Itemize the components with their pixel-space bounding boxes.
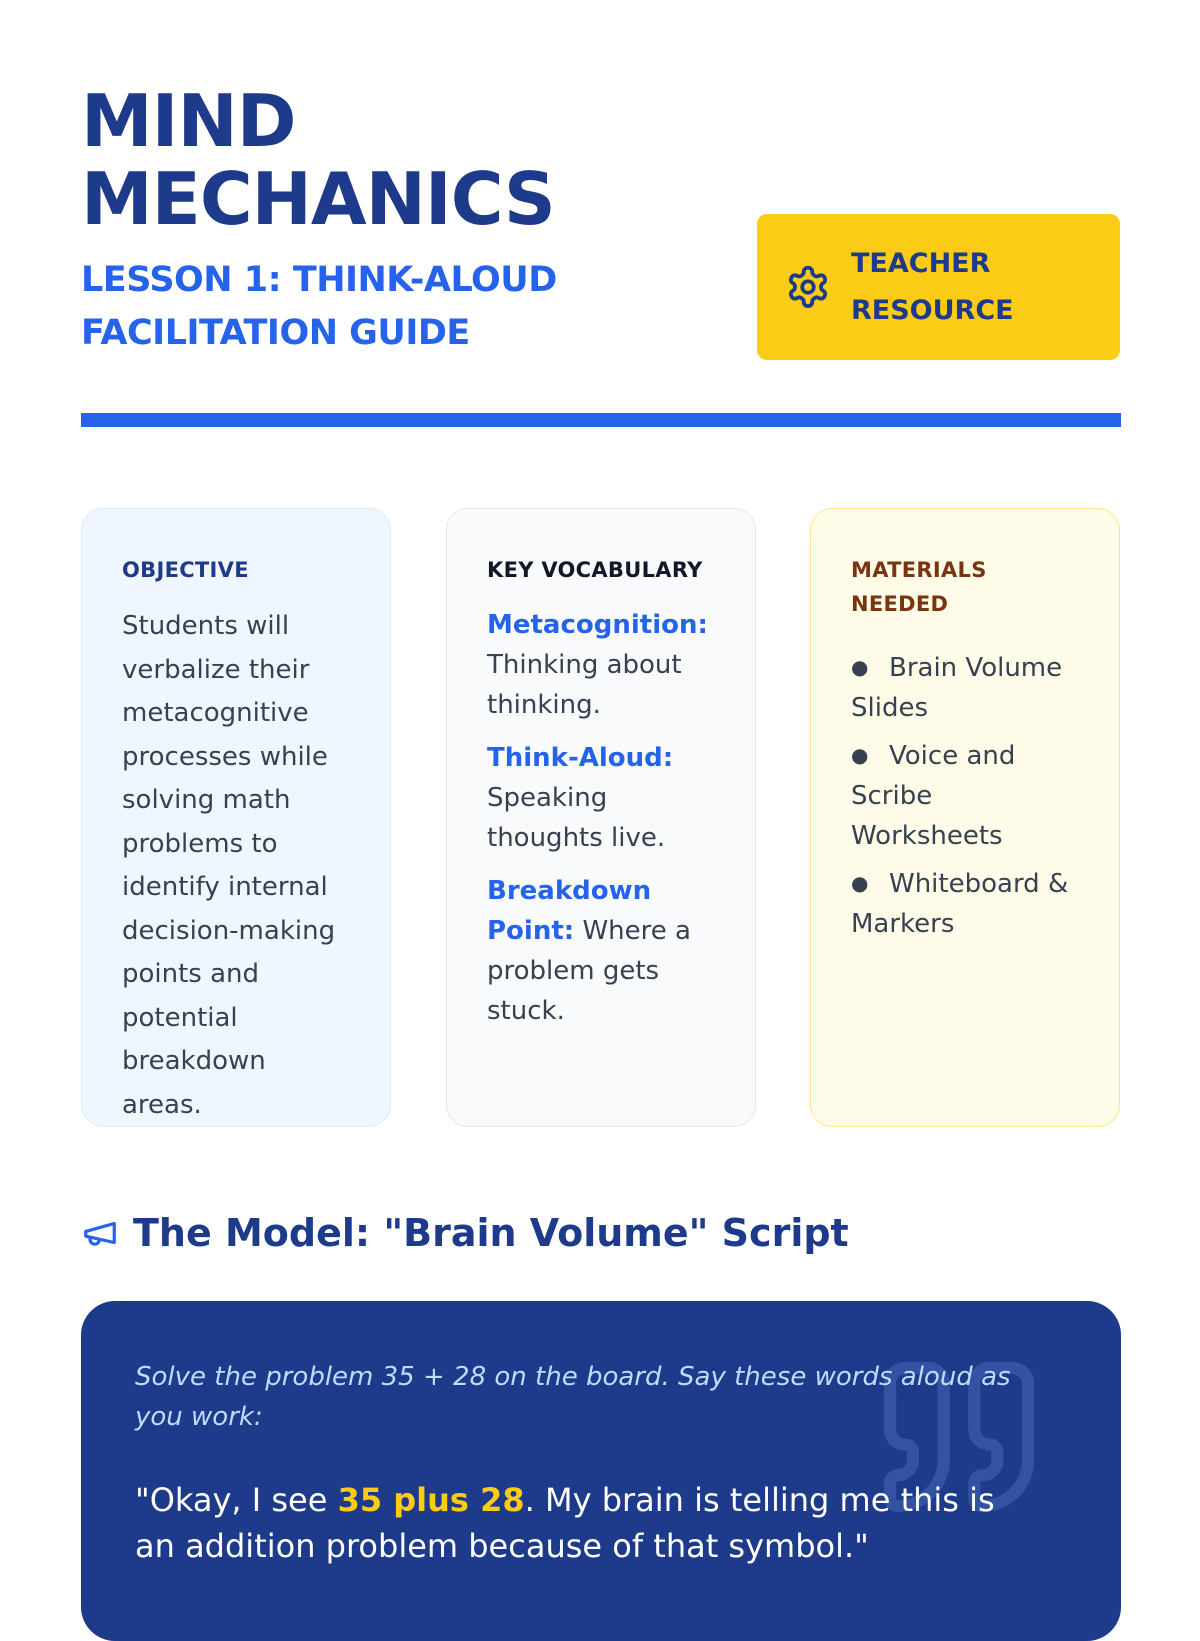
- script-instruction: Solve the problem 35 + 28 on the board. Say these words aloud as you work:: [135, 1362, 1011, 1432]
- materials-heading: MATERIALS NEEDED: [851, 558, 987, 616]
- vocab-item: [487, 871, 715, 1031]
- script-quote: [135, 1477, 1015, 1569]
- materials-list: [851, 647, 1079, 944]
- section-title: The Model: "Brain Volume" Script: [133, 1211, 849, 1255]
- lesson-subtitle: LESSON 1: THINK-ALOUD FACILITATION GUIDE: [81, 260, 557, 353]
- header-divider: [81, 413, 1121, 427]
- bullet-icon: ●: [851, 871, 869, 895]
- vocab-term: Breakdown Point:: [487, 876, 652, 946]
- badge-line-2: RESOURCE: [851, 295, 1014, 326]
- objective-card: [81, 508, 391, 1127]
- material-label: Voice and Scribe Worksheets: [851, 741, 1016, 851]
- vocab-item: [487, 605, 715, 725]
- quote-highlight: 35 plus 28: [337, 1481, 525, 1519]
- vocab-definition: Speaking thoughts live.: [487, 783, 666, 853]
- material-label: Whiteboard & Markers: [851, 869, 1069, 939]
- vocab-definition: Thinking about thinking.: [487, 650, 682, 720]
- vocab-term: Metacognition:: [487, 610, 708, 640]
- title-line-1: MIND: [81, 79, 296, 163]
- vocab-item: [487, 738, 715, 858]
- list-item: [851, 647, 1079, 728]
- materials-card: [810, 508, 1120, 1127]
- teacher-resource-badge: [757, 214, 1120, 360]
- page-title: [81, 79, 555, 241]
- quote-text-start: "Okay, I see: [135, 1481, 338, 1519]
- list-item: [851, 735, 1079, 856]
- vocab-definition: Where a problem gets stuck.: [487, 916, 691, 1026]
- section-header: [81, 1208, 849, 1258]
- badge-line-1: TEACHER: [851, 248, 991, 279]
- quote-text-end: . My brain is telling me this is an addition problem because of that symbol.": [135, 1481, 995, 1565]
- badge-label: [851, 240, 1051, 334]
- bullet-icon: ●: [851, 743, 869, 767]
- vocabulary-heading: KEY VOCABULARY: [487, 558, 703, 582]
- script-box: [81, 1301, 1121, 1641]
- objective-text: Students will verbalize their metacognitive processes while solving math problems to identify internal decision-making points and potential breakdown areas.: [122, 611, 336, 1120]
- title-line-2: MECHANICS: [81, 157, 555, 241]
- megaphone-icon: [81, 1214, 119, 1252]
- gear-icon: [785, 264, 831, 310]
- vocab-term: Think-Aloud:: [487, 743, 674, 773]
- material-label: Brain Volume Slides: [851, 653, 1063, 723]
- vocabulary-card: [446, 508, 756, 1127]
- objective-heading: OBJECTIVE: [122, 558, 249, 582]
- list-item: [851, 863, 1079, 944]
- bullet-icon: ●: [851, 655, 869, 679]
